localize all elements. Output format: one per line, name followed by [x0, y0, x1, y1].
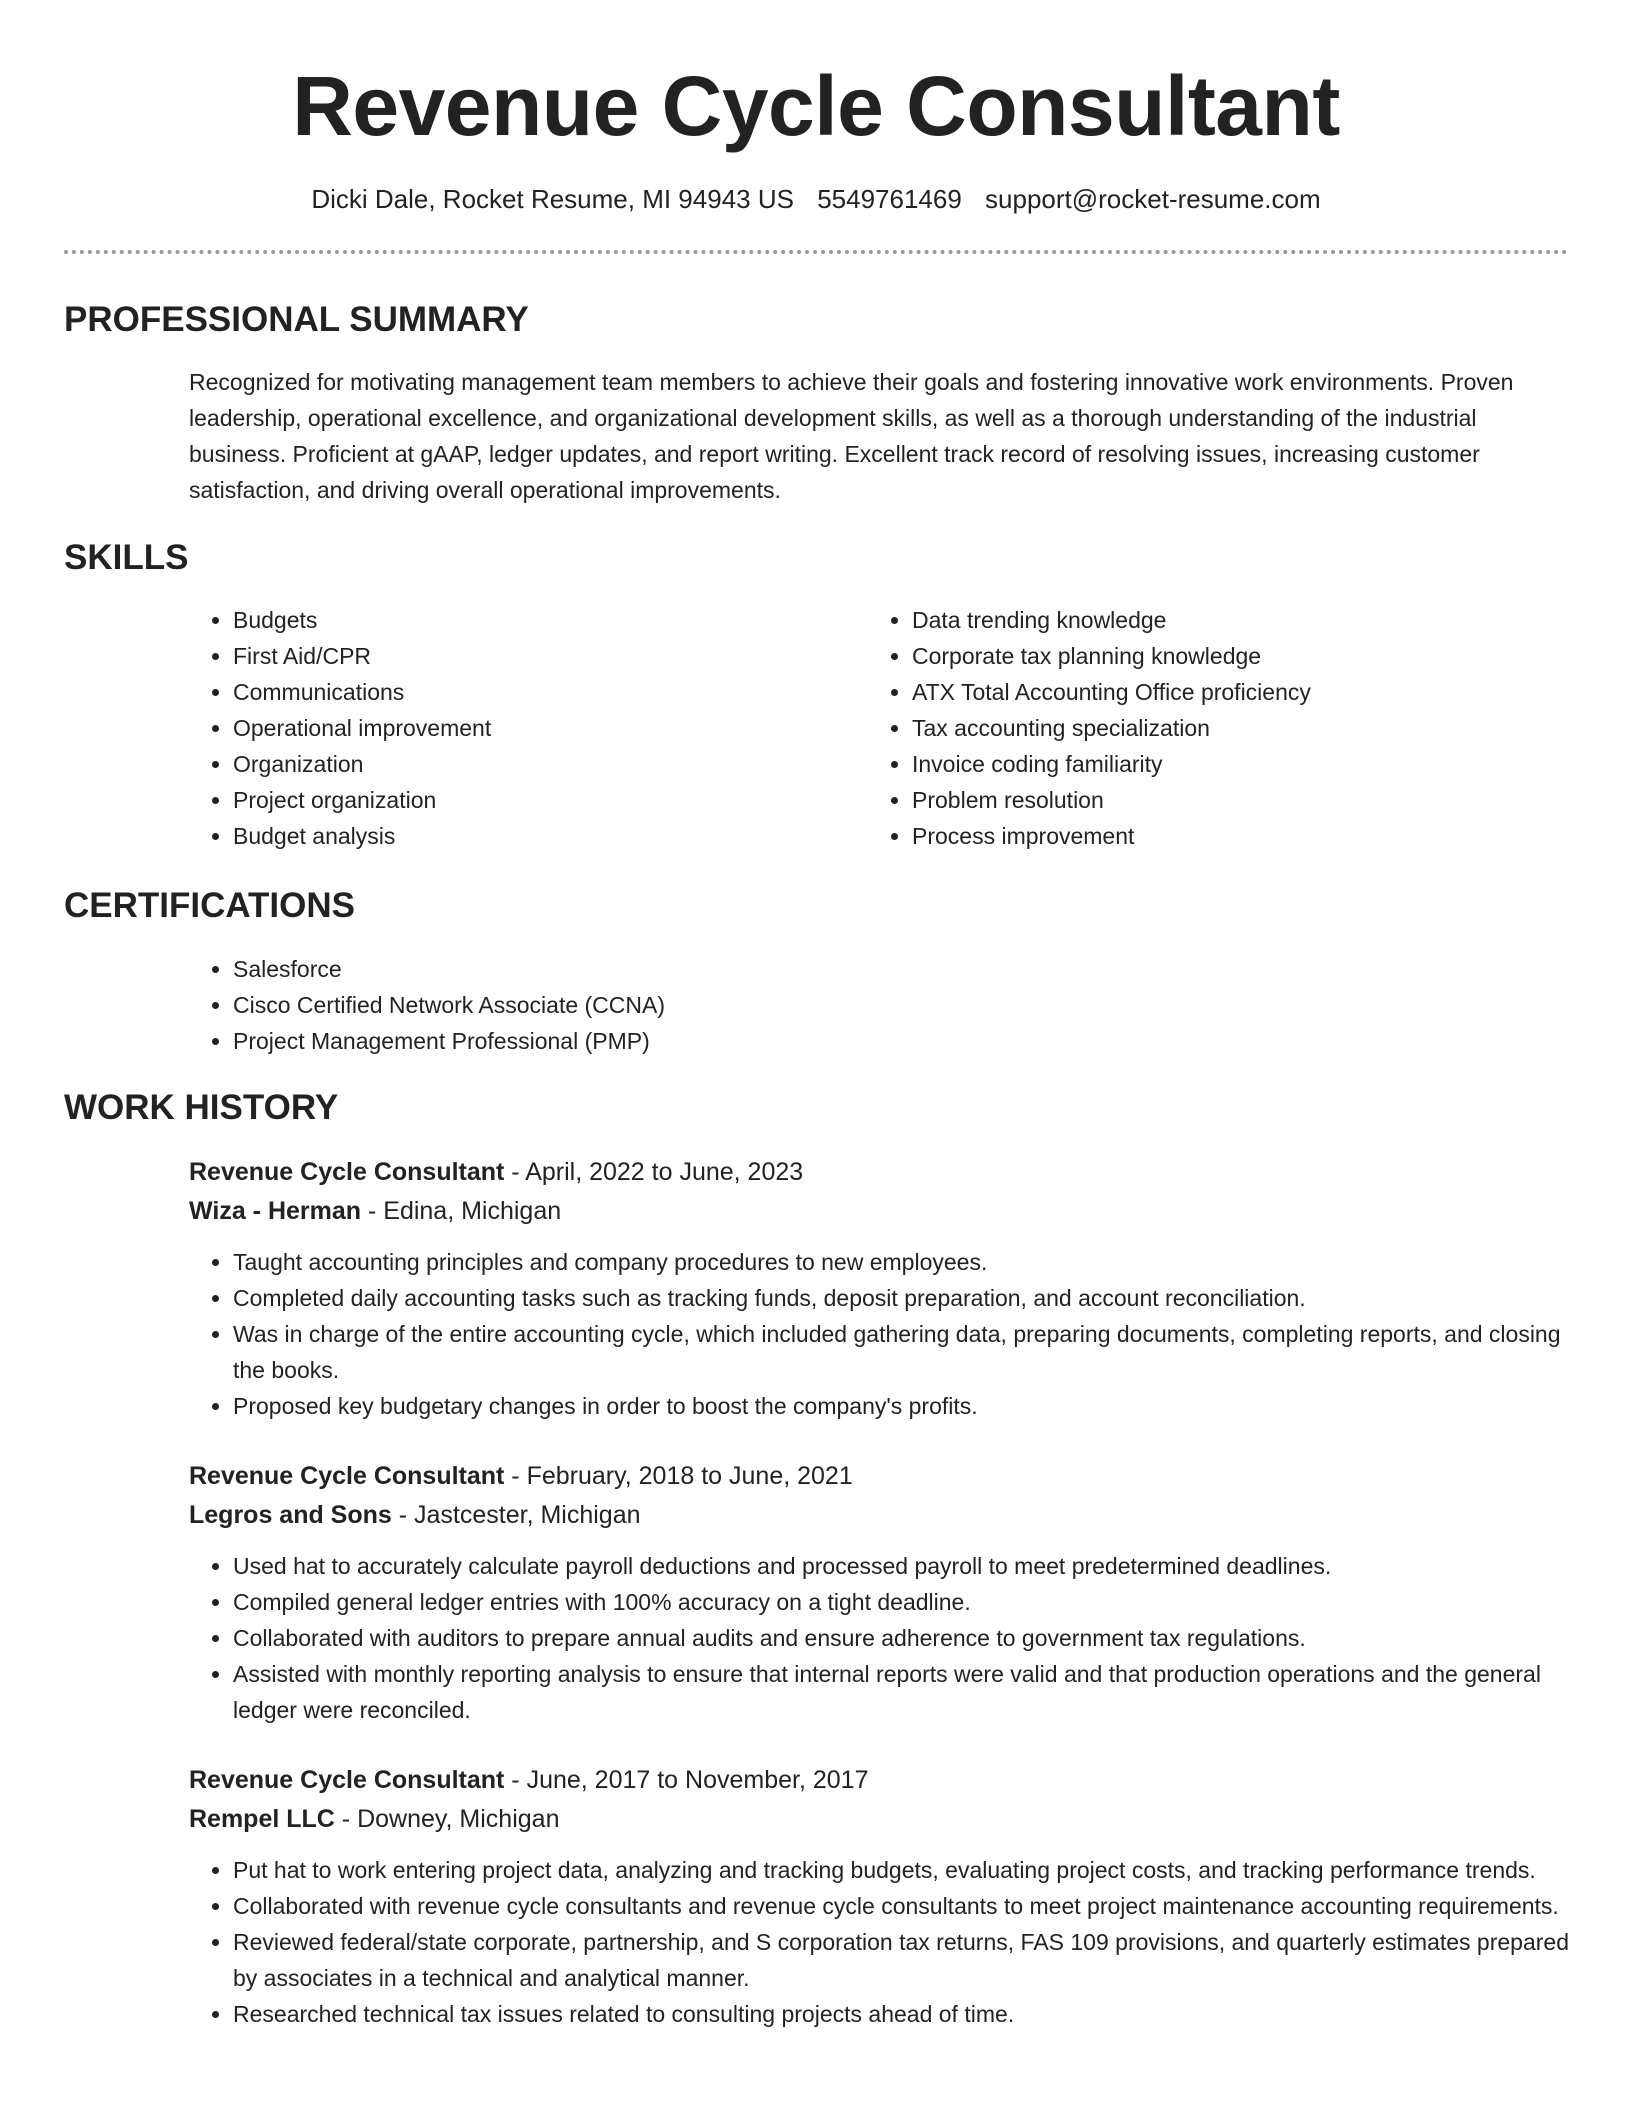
skills-list-right [868, 602, 1547, 854]
skill-item: • Communications [233, 674, 868, 710]
job-company-line [189, 1192, 1569, 1231]
job-bullets [189, 1548, 1569, 1728]
certifications-heading: CERTIFICATIONS [64, 886, 356, 925]
job-role-line [189, 1153, 1569, 1192]
contact-line [0, 182, 1632, 216]
contact-address: Dicki Dale, Rocket Resume, MI 94943 US [311, 184, 794, 214]
summary-heading: PROFESSIONAL SUMMARY [64, 300, 529, 339]
job-role: Revenue Cycle Consultant [189, 1462, 505, 1490]
job-entry [189, 1457, 1569, 1728]
work-history-section [189, 1153, 1569, 2065]
certifications-list [189, 951, 1569, 1059]
job-location: - Edina, Michigan [361, 1197, 562, 1225]
job-location: - Jastcester, Michigan [391, 1501, 641, 1529]
skill-item: • ATX Total Accounting Office proficiency [912, 674, 1547, 710]
skill-item: • Operational improvement [233, 710, 868, 746]
job-location: - Downey, Michigan [334, 1805, 560, 1833]
job-bullet: • Collaborated with revenue cycle consultants and revenue cycle consultants to meet project maintenance accounting requirements. [233, 1888, 1569, 1924]
job-bullet: • Proposed key budgetary changes in order to boost the company's profits. [233, 1388, 1569, 1424]
job-company: Rempel LLC [189, 1805, 335, 1833]
job-role-line [189, 1761, 1569, 1800]
skill-item: • First Aid/CPR [233, 638, 868, 674]
contact-email: support@rocket-resume.com [985, 184, 1321, 214]
skill-item: • Tax accounting specialization [912, 710, 1547, 746]
job-bullet: • Completed daily accounting tasks such as tracking funds, deposit preparation, and account reconciliation. [233, 1280, 1569, 1316]
skill-item: • Corporate tax planning knowledge [912, 638, 1547, 674]
certification-item: • Salesforce [233, 951, 1569, 987]
skill-item: • Process improvement [912, 818, 1547, 854]
job-bullet: • Reviewed federal/state corporate, partnership, and S corporation tax returns, FAS 109 provisions, and quarterly estimates prepared by associates in a technical and analytical manner. [233, 1924, 1569, 1996]
job-company: Wiza - Herman [189, 1197, 362, 1225]
skills-columns [189, 602, 1569, 854]
job-company-line [189, 1496, 1569, 1535]
summary-text: Recognized for motivating management team members to achieve their goals and fostering innovative work environments. Proven leadership, operational excellence, and organizational development skills, as well as a thorough understanding of the industrial business. Proficient at gAAP, ledger updates, and report writing. Excellent track record of resolving issues, increasing customer satisfaction, and driving overall operational improvements. [189, 369, 1514, 503]
job-entry [189, 1761, 1569, 2032]
job-bullet: • Put hat to work entering project data, analyzing and tracking budgets, evaluating project costs, and tracking performance trends. [233, 1852, 1569, 1888]
skill-item: • Organization [233, 746, 868, 782]
job-bullet: • Taught accounting principles and company procedures to new employees. [233, 1244, 1569, 1280]
skills-heading: SKILLS [64, 538, 189, 577]
skills-column-left [189, 602, 868, 854]
summary-section [189, 364, 1569, 508]
job-bullet: • Researched technical tax issues related to consulting projects ahead of time. [233, 1996, 1569, 2032]
resume-title: Revenue Cycle Consultant [292, 59, 1340, 153]
job-dates: - June, 2017 to November, 2017 [504, 1766, 869, 1794]
job-bullet: • Collaborated with auditors to prepare annual audits and ensure adherence to government tax regulations. [233, 1620, 1569, 1656]
skill-item: • Budgets [233, 602, 868, 638]
skill-item: • Problem resolution [912, 782, 1547, 818]
certifications-section [189, 951, 1569, 1059]
job-role: Revenue Cycle Consultant [189, 1158, 505, 1186]
header-divider [64, 250, 1568, 254]
job-company: Legros and Sons [189, 1501, 392, 1529]
job-bullets [189, 1852, 1569, 2032]
skill-item: • Project organization [233, 782, 868, 818]
skill-item: • Budget analysis [233, 818, 868, 854]
skills-list-left [189, 602, 868, 854]
job-dates: - February, 2018 to June, 2021 [504, 1462, 853, 1490]
job-role-line [189, 1457, 1569, 1496]
certification-item: • Project Management Professional (PMP) [233, 1023, 1569, 1059]
job-dates: - April, 2022 to June, 2023 [504, 1158, 804, 1186]
skill-item: • Data trending knowledge [912, 602, 1547, 638]
job-entry [189, 1153, 1569, 1424]
contact-phone: 5549761469 [817, 184, 962, 214]
work-history-heading: WORK HISTORY [64, 1088, 339, 1127]
job-bullet: • Was in charge of the entire accounting cycle, which included gathering data, preparing documents, completing reports, and closing the books. [233, 1316, 1569, 1388]
certification-item: • Cisco Certified Network Associate (CCNA) [233, 987, 1569, 1023]
job-bullet: • Compiled general ledger entries with 100% accuracy on a tight deadline. [233, 1584, 1569, 1620]
skills-section [189, 602, 1569, 854]
job-bullets [189, 1244, 1569, 1424]
job-bullet: • Used hat to accurately calculate payroll deductions and processed payroll to meet predetermined deadlines. [233, 1548, 1569, 1584]
skills-column-right [868, 602, 1547, 854]
job-role: Revenue Cycle Consultant [189, 1766, 505, 1794]
skill-item: • Invoice coding familiarity [912, 746, 1547, 782]
job-company-line [189, 1800, 1569, 1839]
job-bullet: • Assisted with monthly reporting analysis to ensure that internal reports were valid and that production operations and the general ledger were reconciled. [233, 1656, 1569, 1728]
